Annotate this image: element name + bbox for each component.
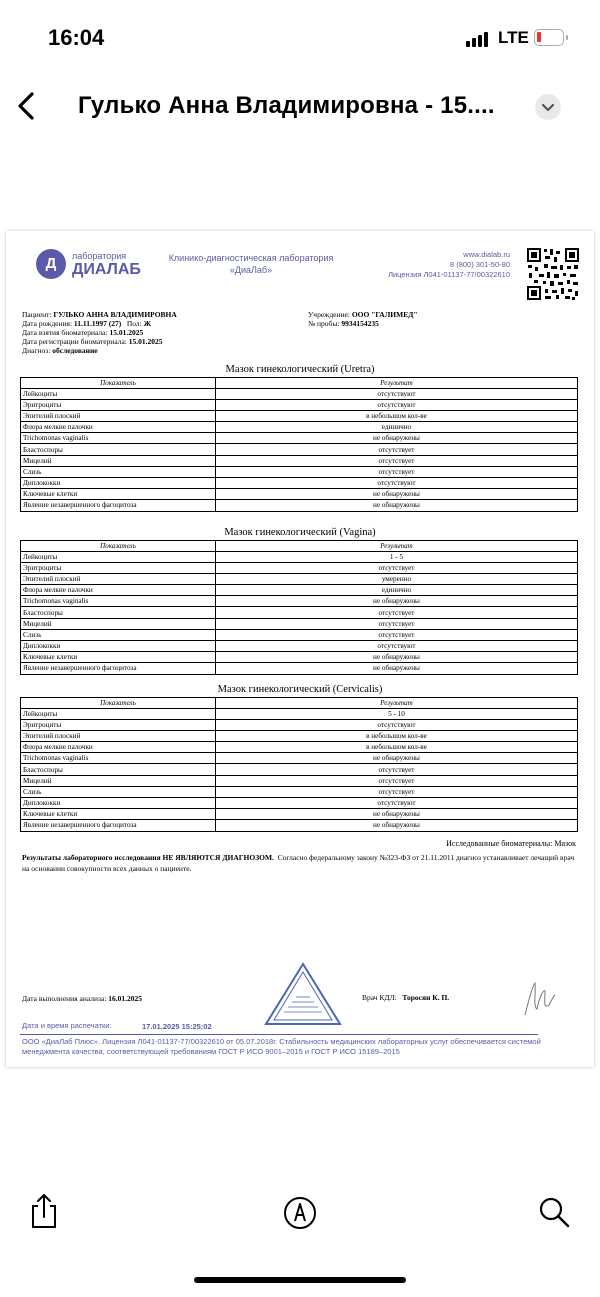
result-cell: отсутствуют <box>215 399 577 410</box>
param-cell: Флора мелкие палочки <box>21 422 216 433</box>
param-cell: Ключевые клетки <box>21 489 216 500</box>
table-row <box>21 798 578 809</box>
contact-website: www.dialab.ru <box>463 250 510 259</box>
result-cell: не обнаружены <box>215 663 577 674</box>
table-row <box>21 607 578 618</box>
column-header-param: Показатель <box>21 378 216 389</box>
table-row <box>21 730 578 741</box>
diagnosis: обследование <box>52 346 98 355</box>
table-row <box>21 764 578 775</box>
logo-mark-icon: Д <box>36 249 66 279</box>
logo-small-text: лаборатория <box>72 251 127 261</box>
table-row <box>21 775 578 786</box>
patient-info <box>22 310 418 355</box>
network-type: LTE <box>498 28 529 47</box>
param-cell: Эпителий плоский <box>21 573 216 584</box>
status-time: 16:04 <box>48 25 105 50</box>
conclusion-bold: Результаты лабораторного исследования НЕ ЯВЛЯЮТСЯ ДИАГНОЗОМ. <box>22 853 274 862</box>
section-title: Мазок гинекологический (Vagina) <box>224 527 376 538</box>
qr-code-icon <box>526 247 580 301</box>
printed-datetime: 17.01.2025 15:25:02 <box>142 1022 212 1031</box>
signature-icon <box>519 979 559 1019</box>
result-cell: отсутствуют <box>215 719 577 730</box>
table-row <box>21 466 578 477</box>
param-cell: Явление незавершенного фагоцитоза <box>21 663 216 674</box>
label: Дата выполнения анализа: <box>22 994 107 1003</box>
lab-logo <box>36 249 166 285</box>
result-cell: не обнаружены <box>215 753 577 764</box>
table-row <box>21 708 578 719</box>
result-cell: 5 - 10 <box>215 708 577 719</box>
param-cell: Явление незавершенного фагоцитоза <box>21 820 216 831</box>
table-row <box>21 596 578 607</box>
label: Дата взятия биоматериала: <box>22 328 108 337</box>
result-cell: единично <box>215 585 577 596</box>
bottom-toolbar <box>0 1185 600 1245</box>
institution-block <box>308 310 418 328</box>
analysis-date-row <box>22 994 142 1003</box>
param-cell: Слизь <box>21 786 216 797</box>
param-cell: Слизь <box>21 466 216 477</box>
param-cell: Слизь <box>21 629 216 640</box>
column-header-param: Показатель <box>21 541 216 552</box>
param-cell: Эритроциты <box>21 719 216 730</box>
sample-date-row <box>22 328 177 337</box>
result-cell: не обнаружены <box>215 820 577 831</box>
result-cell: отсутствуют <box>215 798 577 809</box>
param-cell: Ключевые клетки <box>21 652 216 663</box>
patient-name-row <box>22 310 177 319</box>
table-row <box>21 585 578 596</box>
table-row <box>21 410 578 421</box>
chevron-left-icon <box>10 86 46 126</box>
table-row <box>21 652 578 663</box>
institution: ООО "ГАЛИМЕД" <box>351 310 418 319</box>
stamp-icon <box>264 962 342 1028</box>
footer-license: ООО «ДиаЛаб Плюс». Лицензия Л041-01137-77/00322610 от 05.07.2018г. Стабильность медицинских лабораторных услуг обеспечивается системой менеджмента качества, соответствующей требованиям ГОСТ Р ИСО 9001–2015 и ГОСТ Р ИСО 15189–2015 <box>22 1037 541 1056</box>
param-cell: Мицелий <box>21 455 216 466</box>
table-header-row <box>21 698 578 709</box>
param-cell: Эритроциты <box>21 399 216 410</box>
patient-sex: Ж <box>143 319 152 328</box>
document-title: Гулько Анна Владимировна - 15.... <box>78 92 495 119</box>
reg-date: 15.01.2025 <box>128 337 163 346</box>
conclusion-text: Согласно федеральному закону №323-ФЗ от 21.11.2011 диагноз устанавливает лечащий врач на основании совокупности всех данных о пациенте. <box>22 853 575 873</box>
result-cell: отсутствует <box>215 618 577 629</box>
result-cell: отсутствует <box>215 607 577 618</box>
table-header-row <box>21 378 578 389</box>
conclusion <box>22 852 582 874</box>
result-cell: отсутствует <box>215 775 577 786</box>
result-cell: не обнаружены <box>215 489 577 500</box>
result-cell: не обнаружены <box>215 809 577 820</box>
table-row <box>21 422 578 433</box>
status-bar <box>0 0 600 80</box>
lab-header <box>156 252 346 276</box>
table-row <box>21 786 578 797</box>
param-cell: Эпителий плоский <box>21 730 216 741</box>
diagnosis-row <box>22 346 177 355</box>
home-indicator[interactable] <box>194 1277 406 1283</box>
param-cell: Trichomonas vaginalis <box>21 753 216 764</box>
label: Дата и время распечатки: <box>22 1021 112 1030</box>
result-cell: отсутствует <box>215 455 577 466</box>
printed-row <box>22 1021 212 1031</box>
lab-header-line: «ДиаЛаб» <box>229 265 273 275</box>
signal-icon <box>466 31 492 47</box>
analysis-date: 16.01.2025 <box>108 994 142 1003</box>
institution-row <box>308 310 418 319</box>
table-row <box>21 641 578 652</box>
result-cell: в небольшом кол-ве <box>215 742 577 753</box>
markup-pen-icon <box>282 1191 318 1231</box>
reg-date-row <box>22 337 177 346</box>
patient-dob-row <box>22 319 177 328</box>
chevron-down-icon <box>535 94 561 120</box>
result-cell: не обнаружены <box>215 500 577 511</box>
results-table <box>20 697 578 832</box>
param-cell: Явление незавершенного фагоцитоза <box>21 500 216 511</box>
result-cell: отсутствует <box>215 786 577 797</box>
doctor-name: Торосян К. П. <box>402 993 450 1002</box>
column-header-param: Показатель <box>21 698 216 709</box>
share-icon <box>26 1191 62 1231</box>
param-cell: Диплококки <box>21 478 216 489</box>
logo-big-text: ДИАЛАБ <box>72 261 141 278</box>
param-cell: Trichomonas vaginalis <box>21 433 216 444</box>
patient-name: ГУЛЬКО АННА ВЛАДИМИРОВНА <box>53 310 177 319</box>
table-row <box>21 573 578 584</box>
table-header-row <box>21 541 578 552</box>
param-cell: Флора мелкие палочки <box>21 585 216 596</box>
table-row <box>21 433 578 444</box>
result-cell: не обнаружены <box>215 433 577 444</box>
result-cell: отсутствует <box>215 466 577 477</box>
divider <box>20 1034 538 1035</box>
param-cell: Лейкоциты <box>21 708 216 719</box>
table-row <box>21 444 578 455</box>
doctor-row <box>362 993 449 1002</box>
search-button[interactable] <box>536 1191 572 1227</box>
contact-license: Лицензия Л041-01137-77/00322610 <box>388 270 510 279</box>
param-cell: Эпителий плоский <box>21 410 216 421</box>
table-row <box>21 399 578 410</box>
table-row <box>21 551 578 562</box>
table-row <box>21 478 578 489</box>
battery-icon <box>534 29 564 46</box>
label: Дата регистрации биоматериала: <box>22 337 127 346</box>
patient-dob: 11.11.1997 (27) <box>73 319 122 328</box>
contact-phone: 8 (800) 301-50-80 <box>449 260 510 269</box>
param-cell: Мицелий <box>21 618 216 629</box>
search-icon <box>536 1191 572 1231</box>
result-cell: отсутствуют <box>215 388 577 399</box>
table-row <box>21 663 578 674</box>
param-cell: Trichomonas vaginalis <box>21 596 216 607</box>
label: Пациент: <box>22 310 52 319</box>
result-cell: отсутствует <box>215 764 577 775</box>
table-row <box>21 489 578 500</box>
back-button[interactable] <box>10 86 46 126</box>
result-cell: не обнаружены <box>215 596 577 607</box>
sample-number: 9934154235 <box>341 319 379 328</box>
sample-date: 15.01.2025 <box>109 328 144 337</box>
column-header-result: Результат <box>215 378 577 389</box>
label: Пол: <box>126 319 142 328</box>
label: Врач КДЛ: <box>362 993 397 1002</box>
table-row <box>21 753 578 764</box>
table-row <box>21 742 578 753</box>
section-title: Мазок гинекологический (Cervicalis) <box>217 684 383 695</box>
label: Диагноз: <box>22 346 51 355</box>
table-row <box>21 455 578 466</box>
param-cell: Ключевые клетки <box>21 809 216 820</box>
param-cell: Лейкоциты <box>21 388 216 399</box>
results-table <box>20 540 578 675</box>
result-cell: отсутствует <box>215 562 577 573</box>
title-menu-button[interactable] <box>535 94 561 120</box>
lab-contacts <box>388 250 510 280</box>
lab-header-line: Клинико-диагностическая лаборатория <box>168 253 334 263</box>
table-row <box>21 618 578 629</box>
result-cell: в небольшом кол-ве <box>215 730 577 741</box>
table-row <box>21 388 578 399</box>
document-page <box>6 231 594 1067</box>
param-cell: Лейкоциты <box>21 551 216 562</box>
column-header-result: Результат <box>215 698 577 709</box>
label: Дата рождения: <box>22 319 73 328</box>
section-title: Мазок гинекологический (Uretra) <box>225 364 375 375</box>
markup-button[interactable] <box>282 1191 318 1227</box>
param-cell: Диплококки <box>21 798 216 809</box>
result-cell: отсутствуют <box>215 641 577 652</box>
biomaterial-note: Исследованные биоматериалы: Мазок <box>446 839 576 848</box>
table-row <box>21 719 578 730</box>
param-cell: Эритроциты <box>21 562 216 573</box>
column-header-result: Результат <box>215 541 577 552</box>
share-button[interactable] <box>26 1191 62 1227</box>
result-cell: отсутствует <box>215 629 577 640</box>
result-cell: 1 - 5 <box>215 551 577 562</box>
table-row <box>21 809 578 820</box>
table-row <box>21 820 578 831</box>
result-cell: не обнаружены <box>215 652 577 663</box>
result-cell: отсутствуют <box>215 478 577 489</box>
results-table <box>20 377 578 512</box>
result-cell: умеренно <box>215 573 577 584</box>
result-cell: в небольшом кол-ве <box>215 410 577 421</box>
result-cell: отсутствует <box>215 444 577 455</box>
sample-no-row <box>308 319 418 328</box>
param-cell: Бластоспоры <box>21 607 216 618</box>
table-row <box>21 562 578 573</box>
nav-bar <box>0 80 600 140</box>
param-cell: Бластоспоры <box>21 764 216 775</box>
label: № пробы: <box>308 319 340 328</box>
table-row <box>21 500 578 511</box>
result-cell: единично <box>215 422 577 433</box>
param-cell: Мицелий <box>21 775 216 786</box>
label: Учреждение: <box>308 310 350 319</box>
param-cell: Диплококки <box>21 641 216 652</box>
param-cell: Бластоспоры <box>21 444 216 455</box>
param-cell: Флора мелкие палочки <box>21 742 216 753</box>
table-row <box>21 629 578 640</box>
